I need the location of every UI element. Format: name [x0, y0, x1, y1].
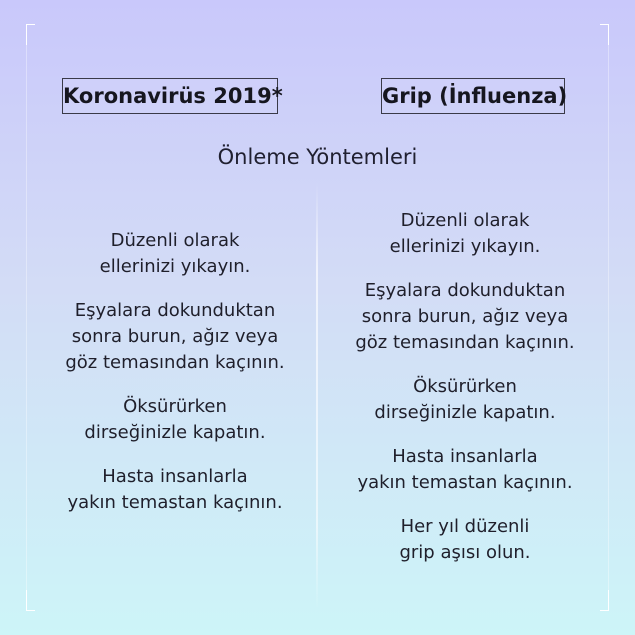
- right-tip-line: ellerinizi yıkayın.: [389, 236, 541, 257]
- right-tip-item: [320, 444, 610, 496]
- left-tip-line: dirseğinizle kapatın.: [84, 422, 266, 443]
- frame-corner-bottom-left: [26, 590, 35, 611]
- left-tip-item: [30, 394, 320, 446]
- left-tip-line: Düzenli olarak: [110, 230, 240, 251]
- right-tip-line: Hasta insanlarla: [392, 446, 538, 467]
- right-tip-line: grip aşısı olun.: [399, 542, 531, 563]
- left-tip-item: [30, 464, 320, 516]
- right-tip-line: Eşyalara dokunduktan: [364, 280, 566, 301]
- right-tip-line: Öksürürken: [413, 376, 517, 397]
- left-tip-line: yakın temastan kaçının.: [67, 492, 283, 513]
- right-tip-item: [320, 374, 610, 426]
- right-tip-line: göz temasından kaçının.: [355, 332, 575, 353]
- left-tip-line: ellerinizi yıkayın.: [99, 256, 251, 277]
- right-tip-line: yakın temastan kaçının.: [357, 472, 573, 493]
- right-tip-line: dirseğinizle kapatın.: [374, 402, 556, 423]
- right-tip-line: sonra burun, ağız veya: [361, 306, 569, 327]
- frame-corner-top-left: [26, 24, 35, 45]
- coronavirus-tips-list: [30, 228, 320, 534]
- left-tip-line: Hasta insanlarla: [102, 466, 248, 487]
- right-tip-line: Her yıl düzenli: [400, 516, 530, 537]
- right-tip-line: Düzenli olarak: [400, 210, 530, 231]
- left-tip-item: [30, 228, 320, 280]
- column-title-influenza: Grip (İnfluenza): [381, 78, 565, 114]
- frame-edge-left: [26, 24, 27, 611]
- left-tip-line: göz temasından kaçının.: [65, 352, 285, 373]
- left-tip-line: Öksürürken: [123, 396, 227, 417]
- right-tip-item: [320, 514, 610, 566]
- left-tip-item: [30, 298, 320, 376]
- section-title: Önleme Yöntemleri: [217, 145, 418, 169]
- right-tip-item: [320, 278, 610, 356]
- influenza-tips-list: [320, 208, 610, 584]
- column-title-coronavirus: Koronavirüs 2019*: [62, 78, 278, 114]
- right-tip-item: [320, 208, 610, 260]
- left-tip-line: Eşyalara dokunduktan: [74, 300, 276, 321]
- left-tip-line: sonra burun, ağız veya: [71, 326, 279, 347]
